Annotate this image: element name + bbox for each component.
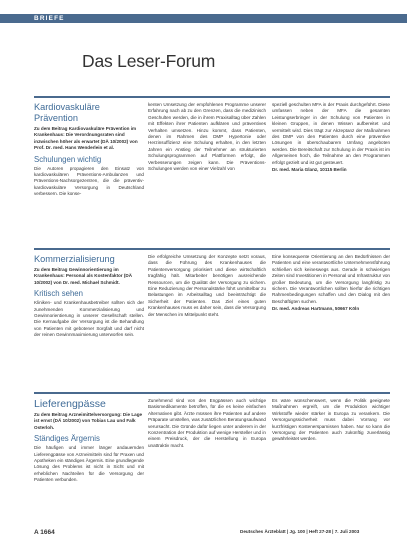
letter-author: Dr. med. Andreas Hartmann, 50667 Köln	[272, 306, 360, 312]
letter-body: Die erfolgreiche Umsetzung der Konzepte setzt voraus, dass die Führung des Krankenhauses die Patientenversorgung priorisiert und diese wirtschaftlich tragfähig hält. Mitarbeiter benötigen ausreichende Ressourcen, um die Qualität der Versorgung zu sichern. Eine Reduzierung der Personalstärke führt unmittelbar zu Belastungen im Arbeitsalltag und beeinträchtigt die Sicherheit der Patienten. Das Ziel eines guten Krankenhauses muss es daher sein, dass die Versorgung der Menschen im Mittelpunkt steht.	[148, 254, 266, 317]
letter-subhead: Kritisch sehen	[34, 289, 83, 299]
section-divider	[34, 392, 390, 394]
journal-citation: Deutsches Ärzteblatt | Jg. 100 | Heft 27-28 | 7. Juli 2003	[240, 529, 360, 534]
section-divider	[34, 248, 390, 250]
section-intro: Zu dem Beitrag Kardiovaskuläre Prävention im Krankenhaus: Die Verordnungsraten sind inzwischen höher als erwartet (DÄ 10/2002) von Prof. Dr. med. Hans Wenderlein et al.	[34, 126, 138, 151]
letter-subhead: Ständiges Ärgernis	[34, 434, 100, 444]
letter-body: Es wäre wünschenswert, wenn die Politik geeignete Maßnahmen ergreift, um die Produktion wichtiger Wirkstoffe wieder stärker in Europa zu verankern. Die Versorgungssicherheit muss dabei Vorrang vor kurzfristigen Kostenersparnissen haben. Nur so kann die Versorgung der Patienten auch zukünftig zuverlässig gewährleistet werden.	[272, 398, 390, 442]
letter-body: Eine konsequente Orientierung an den Bedürfnissen der Patienten und eine verantwortliche Unternehmensführung schließen sich keineswegs aus. Gerade in schwierigen Zeiten sind Investitionen in Personal und Infrastruktur von großer Bedeutung, um die Versorgung langfristig zu sichern. Die Verantwortlichen sollten hierfür die richtigen Rahmenbedingungen schaffen und den Dialog mit den Beschäftigten suchen.	[272, 254, 390, 304]
column-3	[272, 254, 390, 313]
section-intro: Zu dem Beitrag Gewinnorientierung im Krankenhaus: Personal als Kostenfaktor (DÄ 10/2002) von Dr. med. Michael Schmidt.	[34, 267, 133, 285]
letter-subhead: Schulungen wichtig	[34, 154, 102, 164]
section-label: BRIEFE	[34, 15, 65, 22]
column-3	[272, 398, 390, 443]
letter-author: Dr. med. Maria Glanz, 10115 Berlin	[272, 167, 347, 173]
section-heading: Kommerzialisierung	[34, 254, 115, 264]
column-1	[34, 398, 144, 484]
column-2	[148, 102, 266, 172]
section-divider	[34, 96, 390, 98]
letter-body: Die Autoren propagieren den Einsatz von kardiovaskulären Präventions-Ambulanzen und Präventions-Nachsorgezentren, die die präventiv-kardiovaskuläre Versorgung in Deutschland verbessern. Die konse-	[34, 165, 144, 197]
letter-body: Zunehmend sind von den Engpässen auch wichtige Basismedikamente betroffen, für die es keine einfachen Alternativen gibt. Ärzte müssen ihre Patienten auf andere Präparate umstellen, was zusätzlichen Beratungsaufwand verursacht. Die Gründe dafür liegen unter anderem in der Konzentration der Produktion auf wenige Hersteller und in einem Preisdruck, der die Herstellung in Europa unattraktiv macht.	[148, 398, 266, 448]
column-3	[272, 102, 390, 173]
column-1	[34, 102, 144, 198]
letter-body: speziell geschulten MFA in der Praxis durchgeführt. Diese umfassen neben der MFA die gesamten Leistungserbringer in der Schulung von Patienten in kleinen Gruppen, in denen Wissen aufbereitet und vermittelt wird. Dies trägt zur Akzeptanz der Maßnahmen des DMP von den Patienten durch eine präventive Lösungen in überschaubarem Umfang angeboten werden. Die Bereitschaft zur Schulung in der Praxis ist im Allgemeinen hoch, die Teilnahme an den Programmen erfolgt gezielt und ist gut gesteuert.	[272, 102, 390, 165]
letter-body: Die häufigen und immer länger andauernden Lieferengpässe von Arzneimitteln sind für Praxen und Apotheken ein ständiges Ärgernis. Eine grundlegende Lösung des Problems ist nicht in Sicht und mit erheblichen Nachteilen für die Versorgung der Patienten verbunden.	[34, 445, 144, 483]
column-1	[34, 254, 144, 339]
page-number: A 1664	[34, 529, 55, 536]
section-intro: Zu dem Beitrag Arzneimittelversorgung: Die Lage ist ernst (DÄ 10/2002) von Tobias Lau und Falk Osterloh.	[34, 412, 143, 430]
letter-body: Kliniken- und Krankenhausbetreiber sollten sich der zunehmenden Kommerzialisierung und Gewinnorientierung in unserer Gesellschaft stellen. Die Kernaufgabe der Versorgung ist die Behandlung von Patienten mit gebotener Sorgfalt und darf nicht der reinen Gewinnmaximierung unterworfen sein.	[34, 300, 144, 338]
column-2	[148, 254, 266, 318]
section-heading: Lieferengpässe	[34, 398, 106, 410]
section-heading: Kardiovaskuläre Prävention	[34, 102, 100, 123]
column-2	[148, 398, 266, 449]
page-title: Das Leser-Forum	[82, 51, 216, 71]
letter-body: kenten Umsetzung der empfohlenen Programme unserer Erfahrung nach ab zu den Grenzen, dass die medizinisch Geschulten werden, die in ihrem Praxisalltag über Zahlen mit Effekten ihrer Patienten aufklären und präventives Verhalten umsetzen. Hinzu kommt, dass Patienten, denen im Rahmen des DMP Hypertonie oder Herzinsuffizienz eine Schulung erhalten, in den letzten Jahren ein Anstieg der Teilnehmer an strukturierten Schulungsprogrammen auf Plattformen erfolgt, die Verbesserungen zeigen kann. Die Präventions-Schulungen werden von einer Vielzahl von	[148, 102, 266, 172]
